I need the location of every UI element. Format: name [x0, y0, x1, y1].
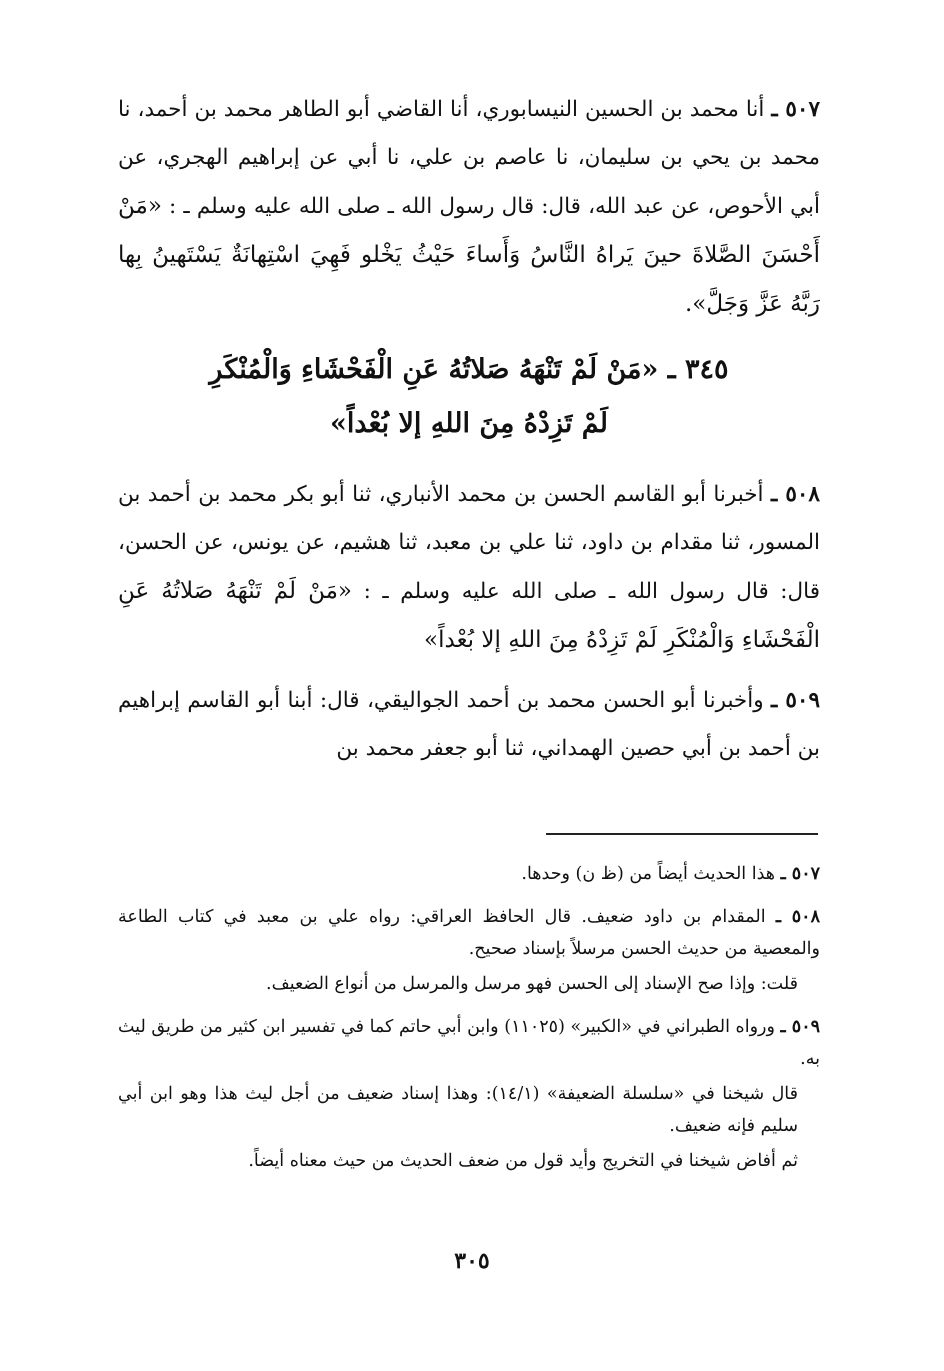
hadith-507: [118, 86, 820, 329]
main-text: [118, 86, 820, 785]
footnote-507: [118, 858, 820, 890]
footnote-509: [118, 1011, 820, 1075]
footnote-text: هذا الحديث أيضاً من (ظ ن) وحدها.: [521, 864, 781, 884]
hadith-number: ٥٠٩ ـ: [770, 688, 820, 713]
footnote-508: [118, 901, 820, 965]
hadith-number: ٥٠٨ ـ: [770, 482, 820, 507]
heading-line-1: ٣٤٥ ـ «مَنْ لَمْ تَنْهَهُ صَلاتُهُ عَنِ الْفَحْشَاءِ وَالْمُنْكَرِ: [209, 354, 729, 385]
footnotes: [118, 858, 820, 1188]
hadith-508: [118, 471, 820, 665]
footnote-508-comment: قلت: وإذا صح الإسناد إلى الحسن فهو مرسل والمرسل من أنواع الضعيف.: [266, 974, 798, 994]
hadith-isnad: وأخبرنا أبو الحسن محمد بن أحمد الجواليقي، قال: أبنا أبو القاسم إبراهيم بن أحمد بن أبي حصين الهمداني، ثنا أبو جعفر محمد بن: [118, 688, 820, 761]
footnote-509-conclusion: ثم أفاض شيخنا في التخريج وأيد قول من ضعف الحديث من حيث معناه أيضاً.: [248, 1151, 798, 1171]
hadith-509: [118, 677, 820, 773]
heading-line-2: لَمْ تَزِدْهُ مِنَ اللهِ إلا بُعْداً»: [330, 408, 608, 439]
hadith-matn: «مَنْ لَمْ تَنْهَهُ صَلاتُهُ عَنِ الْفَحْشَاءِ وَالْمُنْكَرِ لَمْ تَزِدْهُ مِنَ اللهِ إلا بُعْداً»: [118, 578, 820, 653]
footnote-number: ٥٠٨ ـ: [775, 907, 820, 927]
hadith-matn: «مَنْ أَحْسَنَ الصَّلاةَ حينَ يَراهُ النَّاسُ وَأَساءَ حَيْثُ يَخْلو فَهِيَ اسْتِهانَةٌ يَسْتَهينُ بِها رَبَّهُ عَزَّ وَجَلَّ».: [118, 193, 820, 317]
section-heading: [118, 343, 820, 451]
footnote-text: المقدام بن داود ضعيف. قال الحافظ العراقي: رواه علي بن معبد في كتاب الطاعة والمعصية من حديث الحسن مرسلاً بإسناد صحيح.: [118, 907, 820, 959]
footnote-number: ٥٠٧ ـ: [780, 864, 820, 884]
footnote-text: ورواه الطبراني في «الكبير» (١١٠٢٥) وابن أبي حاتم كما في تفسير ابن كثير من طريق ليث به.: [118, 1017, 820, 1069]
footnote-separator: [546, 833, 818, 835]
footnote-number: ٥٠٩ ـ: [780, 1017, 820, 1037]
hadith-number: ٥٠٧ ـ: [771, 97, 820, 122]
hadith-isnad: أخبرنا أبو القاسم الحسن بن محمد الأنباري، ثنا أبو بكر محمد بن أحمد بن المسور، ثنا مقدام بن داود، ثنا علي بن معبد، ثنا هشيم، عن يونس، عن الحسن، قال: قال رسول الله ـ صلى الله عليه وسلم ـ :: [118, 482, 821, 604]
page-number: ٣٠٥: [454, 1248, 490, 1274]
footnote-509-comment: قال شيخنا في «سلسلة الضعيفة» (١٤/١): وهذا إسناد ضعيف من أجل ليث هذا وهو ابن أبي سليم فإنه ضعيف.: [118, 1084, 798, 1136]
hadith-isnad: أنا محمد بن الحسين النيسابوري، أنا القاضي أبو الطاهر محمد بن أحمد، نا محمد بن يحي بن سليمان، نا عاصم بن علي، نا أبي عن إبراهيم الهجري، عن أبي الأحوص، عن عبد الله، قال: قال رسول الله ـ صلى الله عليه وسلم ـ :: [118, 97, 820, 219]
